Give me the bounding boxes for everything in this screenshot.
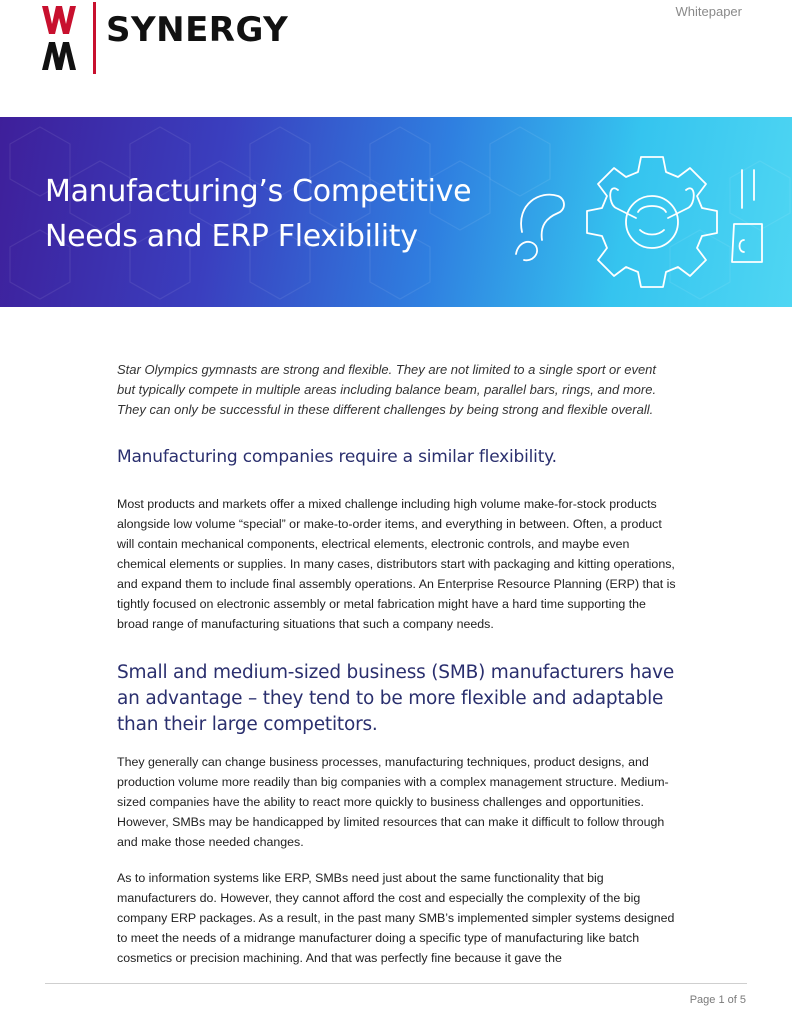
paragraph-erp-systems: As to information systems like ERP, SMBs need just about the same functionality that big manufacturers do. However, they cannot afford the cost and especially the complexity of the big company ERP packages. As a result, in the past many SMB’s implemented simpler systems designed to meet the needs of a midrange manufacturer doing a specific type of manufacturing like batch cosmetics or precision machining. And that was perfectly fine because it gave the xyxy=(117,871,675,965)
document-type-label: Whitepaper xyxy=(675,4,742,19)
brand-name: SYNERGY xyxy=(106,10,289,50)
paragraph-products-markets: Most products and markets offer a mixed challenge including high volume make-for-stock products alongside low volume “special” or make-to-order items, and everything in between. Often, a product will contain mechanical components, electrical elements, electronic controls, and maybe even chemical elements or supplies. In many cases, distributors start with packaging and kitting operations, and expand them to include final assembly operations. An Enterprise Resource Planning (ERP) that is tightly focused on electronic assembly or metal fabrication might have a hard time supporting the broad range of manufacturing situations that such a company needs. xyxy=(117,497,676,631)
banner-title: Manufacturing’s Competitive Needs and ERP Flexibility xyxy=(45,174,472,254)
page-number: Page 1 of 5 xyxy=(689,994,746,1006)
section-heading-flexibility: Manufacturing companies require a similar flexibility. xyxy=(117,447,557,467)
article-body xyxy=(117,360,677,984)
gear-with-strongman-icon xyxy=(500,142,780,292)
paragraph-smb-change: They generally can change business processes, manufacturing techniques, product designs, and production volume more readily than big companies with a complex management structure. Medium-sized companies have the ability to react more quickly to business challenges and opportunities. However, SMBs may be handicapped by limited resources that can make it difficult to follow through and make those needed changes. xyxy=(117,755,669,849)
wm-logo-mark-icon xyxy=(40,2,88,74)
intro-paragraph: Star Olympics gymnasts are strong and flexible. They are not limited to a single sport or event but typically compete in multiple areas including balance beam, parallel bars, rings, and more. They can only be successful in these different challenges by being strong and flexible overall. xyxy=(117,362,657,417)
hero-banner xyxy=(0,117,792,307)
section-heading-smb-advantage: Small and medium-sized business (SMB) manufacturers have an advantage – they tend to be more flexible and adaptable than their large competitors. xyxy=(117,662,675,735)
footer-divider xyxy=(45,983,747,984)
logo-divider xyxy=(93,2,96,74)
